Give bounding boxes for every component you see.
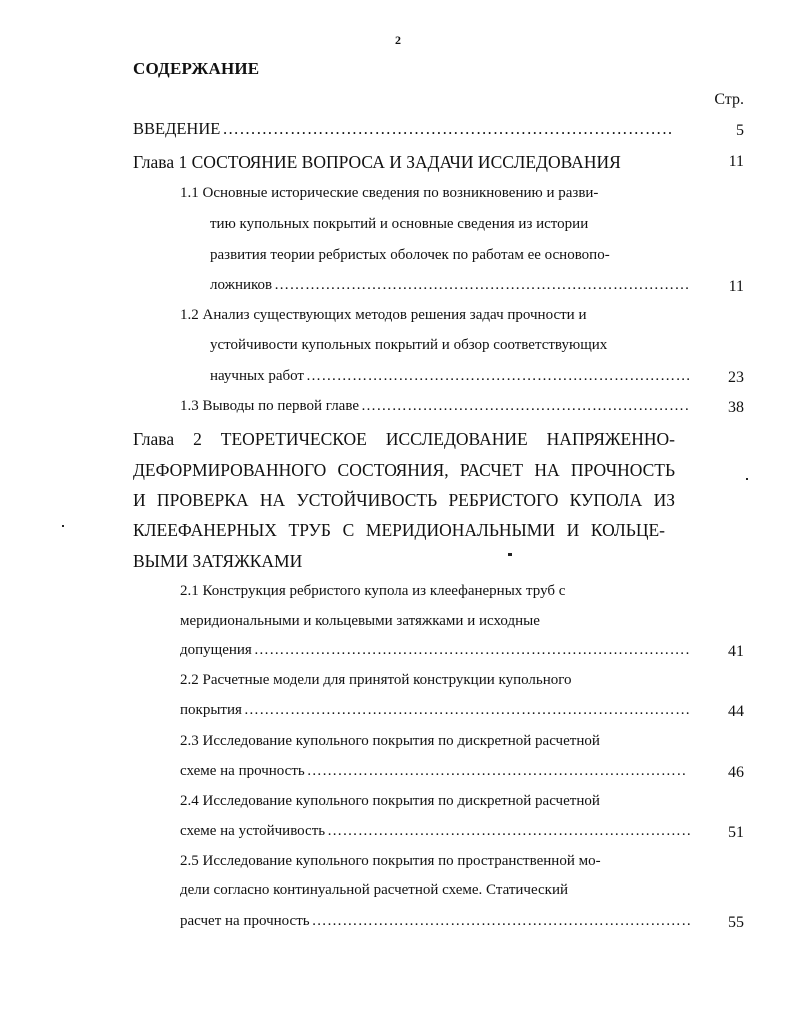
toc-section-1-2-line1: 1.2 Анализ существующих методов решения задач прочности и <box>180 307 587 323</box>
toc-page-2-2: 44 <box>728 703 744 720</box>
toc-chapter-2-line1: Глава 2 ТЕОРЕТИЧЕСКОЕ ИССЛЕДОВАНИЕ НАПРЯЖЕННО- <box>133 429 675 449</box>
toc-heading: СОДЕРЖАНИЕ <box>133 59 260 78</box>
toc-section-2-4-line2 <box>180 821 690 841</box>
toc-page-chapter-1: 11 <box>728 153 744 170</box>
toc-section-1-1-line4 <box>210 275 690 295</box>
toc-page-1-1: 11 <box>728 278 744 295</box>
toc-page-2-3: 46 <box>728 764 744 781</box>
toc-entry-label: ВВЕДЕНИЕ <box>133 119 221 138</box>
toc-entry-label: ложников <box>210 277 273 293</box>
toc-section-2-5-line2: дели согласно континуальной расчетной схеме. Статический <box>180 882 569 898</box>
toc-entry-label: схеме на устойчивость <box>180 823 326 839</box>
toc-chapter-2-line2: ДЕФОРМИРОВАННОГО СОСТОЯНИЯ, РАСЧЕТ НА ПРОЧНОСТЬ <box>133 460 675 480</box>
page-number: 2 <box>395 33 401 47</box>
toc-section-2-4-line1: 2.4 Исследование купольного покрытия по дискретной расчетной <box>180 793 600 809</box>
toc-section-2-5-line1: 2.5 Исследование купольного покрытия по пространственной мо- <box>180 853 601 869</box>
toc-section-2-3-line1: 2.3 Исследование купольного покрытия по дискретной расчетной <box>180 733 600 749</box>
toc-entry-label: 1.3 Выводы по первой главе <box>180 398 359 414</box>
toc-page-2-1: 41 <box>728 643 744 660</box>
toc-page-intro: 5 <box>736 122 744 139</box>
toc-entry-label: научных работ <box>210 368 304 384</box>
toc-section-1-2-line3 <box>210 366 690 386</box>
toc-page-1-2: 23 <box>728 369 744 386</box>
toc-entry-label: допущения <box>180 642 252 658</box>
toc-section-2-3-line2 <box>180 761 688 781</box>
toc-chapter-2-line5: ВЫМИ ЗАТЯЖКАМИ <box>133 551 303 571</box>
dot-leader <box>312 911 692 931</box>
toc-entry-label: расчет на прочность <box>180 913 310 929</box>
toc-section-2-1-line1: 2.1 Конструкция ребристого купола из клеефанерных труб с <box>180 583 566 599</box>
dot-leader <box>306 366 690 386</box>
toc-entry-intro <box>133 119 673 139</box>
toc-section-2-1-line3 <box>180 640 690 660</box>
dot-leader <box>327 821 690 841</box>
dot-leader <box>244 700 692 720</box>
scan-speck <box>508 553 512 556</box>
toc-page-2-5: 55 <box>728 914 744 931</box>
dot-leader <box>361 396 690 416</box>
toc-entry-label: покрытия <box>180 702 242 718</box>
toc-chapter-1-title: Глава 1 СОСТОЯНИЕ ВОПРОСА И ЗАДАЧИ ИССЛЕДОВАНИЯ <box>133 152 621 172</box>
toc-section-1-1-line2: тию купольных покрытий и основные сведения из истории <box>210 216 589 232</box>
toc-chapter-2-line3: И ПРОВЕРКА НА УСТОЙЧИВОСТЬ РЕБРИСТОГО КУПОЛА ИЗ <box>133 490 675 510</box>
toc-section-2-5-line3 <box>180 911 692 931</box>
dot-leader <box>274 275 690 295</box>
scan-speck <box>746 478 748 480</box>
page-column-label: Стр. <box>714 91 744 108</box>
toc-section-2-2-line1: 2.2 Расчетные модели для принятой конструкции купольного <box>180 672 572 688</box>
toc-section-2-1-line2: меридиональными и кольцевыми затяжками и исходные <box>180 613 540 629</box>
toc-page-1-3: 38 <box>728 399 744 416</box>
toc-section-1-3 <box>180 396 690 416</box>
toc-section-2-2-line2 <box>180 700 692 720</box>
dot-leader <box>254 640 690 660</box>
toc-section-1-1-line3: развития теории ребристых оболочек по работам ее основопо- <box>210 247 610 263</box>
toc-page-2-4: 51 <box>728 824 744 841</box>
toc-entry-label: схеме на прочность <box>180 763 305 779</box>
dot-leader <box>307 761 688 781</box>
toc-chapter-2-line4: КЛЕЕФАНЕРНЫХ ТРУБ С МЕРИДИОНАЛЬНЫМИ И КОЛЬЦЕ- <box>133 520 665 540</box>
toc-section-1-2-line2: устойчивости купольных покрытий и обзор соответствующих <box>210 337 608 353</box>
scan-speck <box>62 525 64 527</box>
toc-section-1-1-line1: 1.1 Основные исторические сведения по возникновению и разви- <box>180 185 599 201</box>
dot-leader <box>222 119 673 139</box>
